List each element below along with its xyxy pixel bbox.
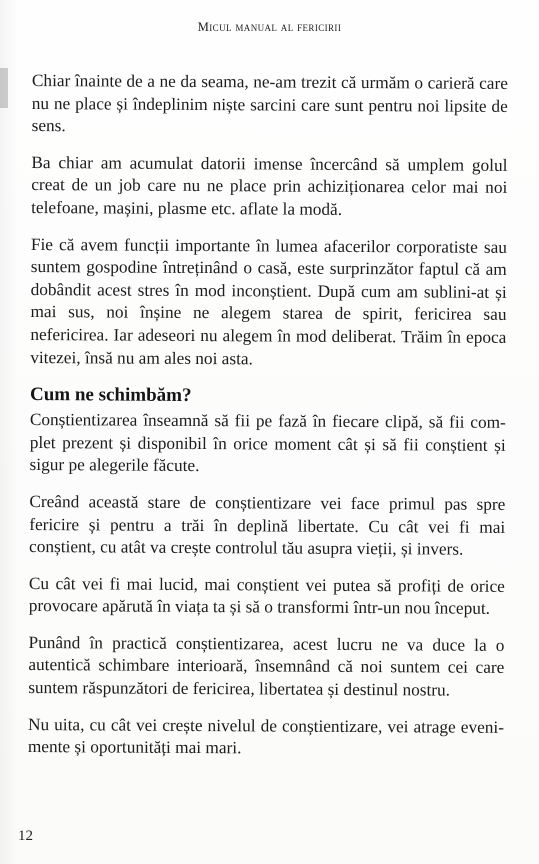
running-head: Micul manual al fericirii [197, 20, 342, 34]
section-paragraph-5: Nu uita, cu cât vei crește nivelul de conștientizare, vei atrage eveni-mente și oportunități mai mari. [27, 714, 505, 758]
section-heading: Cum ne schimbăm? [29, 384, 192, 407]
page-number: 12 [18, 828, 33, 844]
paragraph-1: Chiar înainte de a ne da seama, ne-am trezit că urmăm o carieră care nu ne place și îndeplinim niște sarcini care sunt pentru noi lipsite de sens. [31, 70, 508, 136]
paragraph-3: Fie că avem funcții importante în lumea afacerilor corporatiste sau suntem gospodine întreținând o casă, este surprinzător faptul că am dobândit acest stres în mod inconștient. După cum am sublini-at și mai sus, noi înșine ne alegem starea de spirit, fericirea sau nefericirea. Iar adeseori nu alegem în mod deliberat. Trăim în epoca vitezei, însă nu am ales noi asta. [30, 234, 507, 368]
section-paragraph-2: Creând această stare de conștientizare vei face primul pas spre fericire și pentru a trăi în deplină libertate. Cu cât vei fi mai conștient, cu atât va crește controlul tău asupra vieții, și invers. [29, 491, 506, 559]
section-paragraph-1: Conștientizarea înseamnă să fii pe fază în fiecare clipă, să fii com-plet prezent și disponibil în orice moment cât și să fii conștient și sigur pe alegerile făcute. [29, 410, 506, 476]
scan-edge-shadow [0, 68, 8, 108]
page-body [28, 70, 508, 776]
section-paragraph-3: Cu cât vei fi mai lucid, mai conștient vei putea să profiți de orice provocare apărută în viața ta și să o transformi într-un nou început. [28, 573, 505, 619]
paragraph-2: Ba chiar am acumulat datorii imense încercând să umplem golul creat de un job care nu ne place prin achiziționarea celor mai noi telefoane, mașini, plasme etc. aflate la modă. [31, 152, 508, 219]
section-paragraph-4: Punând în practică conștientizarea, acest lucru ne va duce la o autentică schimbare interioară, însemnând că noi suntem cei care suntem răspunzători de fericirea, libertatea și destinul nostru. [28, 632, 505, 700]
